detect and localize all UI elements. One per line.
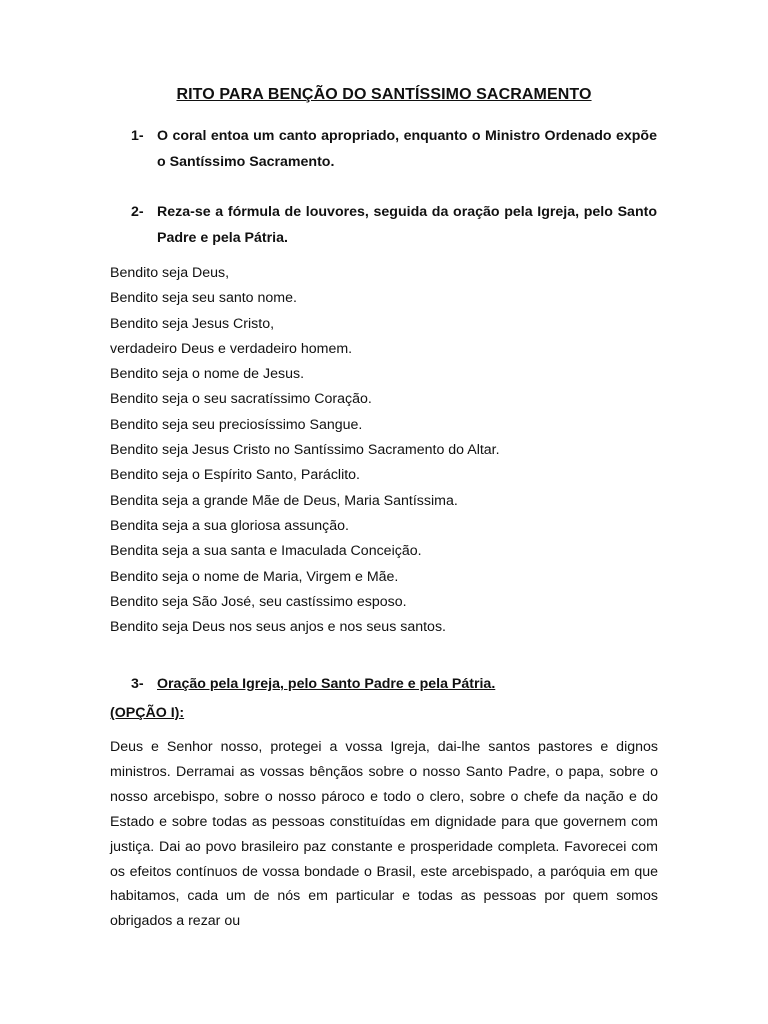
step-3 <box>131 671 657 697</box>
litany-line: Bendita seja a grande Mãe de Deus, Maria Santíssima. <box>110 492 458 509</box>
step-1 <box>131 123 657 175</box>
litany-list <box>110 261 500 640</box>
litany-line: Bendito seja o nome de Jesus. <box>110 366 305 383</box>
step-text: O coral entoa um canto apropriado, enquanto o Ministro Ordenado expõe o Santíssimo Sacramento. <box>157 128 657 170</box>
litany-line: Bendito seja Deus nos seus anjos e nos seus santos. <box>110 619 446 636</box>
litany-line: Bendito seja o nome de Maria, Virgem e Mãe. <box>110 568 399 585</box>
prayer-paragraph: Deus e Senhor nosso, protegei a vossa Igreja, dai-lhe santos pastores e dignos ministros. Derramai as vossas bênçãos sobre o nosso Santo Padre, o papa, sobre o nosso arcebispo, sobre o nosso pároco e todo o clero, sobre o chefe da nação e do Estado e sobre todas as pessoas constituídas em dignidade para que governem com justiça. Dai ao povo brasileiro paz constante e prosperidade completa. Favorecei com os efeitos contínuos de vossa bondade o Brasil, este arcebispado, a paróquia em que habitamos, cada um de nós em particular e todas as pessoas por quem somos obrigados a rezar ou <box>110 739 658 930</box>
step-text: Reza-se a fórmula de louvores, seguida da oração pela Igreja, pelo Santo Padre e pela Pátria. <box>157 204 657 246</box>
litany-line: Bendita seja a sua gloriosa assunção. <box>110 517 349 534</box>
litany-line: Bendito seja Deus, <box>110 265 230 281</box>
litany-line: Bendito seja o Espírito Santo, Paráclito. <box>110 467 360 484</box>
step-2 <box>131 199 657 251</box>
step-number: 2- <box>131 204 144 220</box>
litany-line: Bendito seja São José, seu castíssimo esposo. <box>110 593 407 610</box>
litany-line: Bendito seja Jesus Cristo no Santíssimo Sacramento do Altar. <box>110 442 500 459</box>
litany-line: Bendito seja seu preciosíssimo Sangue. <box>110 416 363 433</box>
document-title: RITO PARA BENÇÃO DO SANTÍSSIMO SACRAMENTO <box>176 86 592 103</box>
step-number: 1- <box>131 128 144 144</box>
option-label: (OPÇÃO I): <box>110 705 185 721</box>
litany-line: Bendito seja seu santo nome. <box>110 290 297 307</box>
litany-line: Bendito seja o seu sacratíssimo Coração. <box>110 391 372 408</box>
step-number: 3- <box>131 676 144 692</box>
litany-line: verdadeiro Deus e verdadeiro homem. <box>110 340 353 357</box>
litany-line: Bendito seja Jesus Cristo, <box>110 315 275 332</box>
step-heading: Oração pela Igreja, pelo Santo Padre e pela Pátria. <box>157 676 496 692</box>
litany-line: Bendita seja a sua santa e Imaculada Conceição. <box>110 543 422 560</box>
